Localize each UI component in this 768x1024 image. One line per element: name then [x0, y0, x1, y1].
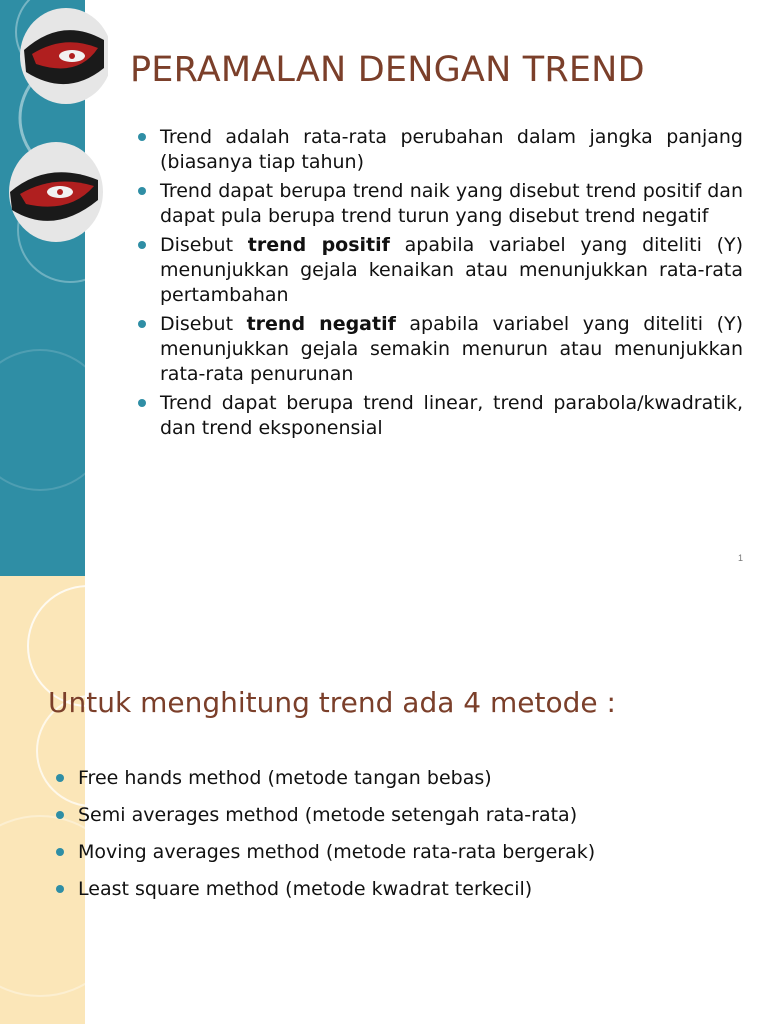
slide-2-bullet-list	[55, 766, 735, 914]
bullet-icon	[138, 187, 146, 195]
bullet-icon	[56, 774, 64, 782]
list-item: Semi averages method (metode setengah rata-rata)	[55, 803, 735, 828]
bullet-icon	[138, 399, 146, 407]
bold-term: trend positif	[247, 234, 390, 256]
slide-1-title: PERAMALAN DENGAN TREND	[130, 50, 645, 90]
eye-icon	[4, 140, 104, 244]
bullet-icon	[138, 320, 146, 328]
list-item: Trend adalah rata-rata perubahan dalam jangka panjang (biasanya tiap tahun)	[137, 125, 743, 175]
bullet-icon	[56, 848, 64, 856]
slide-1-bullet-list	[137, 125, 743, 445]
list-item: Trend dapat berupa trend linear, trend parabola/kwadratik, dan trend eksponensial	[137, 391, 743, 441]
list-item: Free hands method (metode tangan bebas)	[55, 766, 735, 791]
bullet-icon	[56, 885, 64, 893]
bold-term: trend negatif	[246, 313, 396, 335]
bullet-icon	[138, 133, 146, 141]
page-number: 1	[738, 553, 744, 563]
slide-2-title: Untuk menghitung trend ada 4 metode :	[48, 686, 616, 719]
list-item: Moving averages method (metode rata-rata bergerak)	[55, 840, 735, 865]
list-item: Disebut trend negatif apabila variabel yang diteliti (Y) menunjukkan gejala semakin menurun atau menunjukkan rata-rata penurunan	[137, 312, 743, 387]
slide-2	[0, 576, 768, 1024]
bullet-icon	[56, 811, 64, 819]
list-item: Least square method (metode kwadrat terkecil)	[55, 877, 735, 902]
list-item: Trend dapat berupa trend naik yang disebut trend positif dan dapat pula berupa trend turun yang disebut trend negatif	[137, 179, 743, 229]
list-item: Disebut trend positif apabila variabel yang diteliti (Y) menunjukkan gejala kenaikan atau menunjukkan rata-rata pertambahan	[137, 233, 743, 308]
eye-icon	[12, 6, 108, 106]
bullet-icon	[138, 241, 146, 249]
